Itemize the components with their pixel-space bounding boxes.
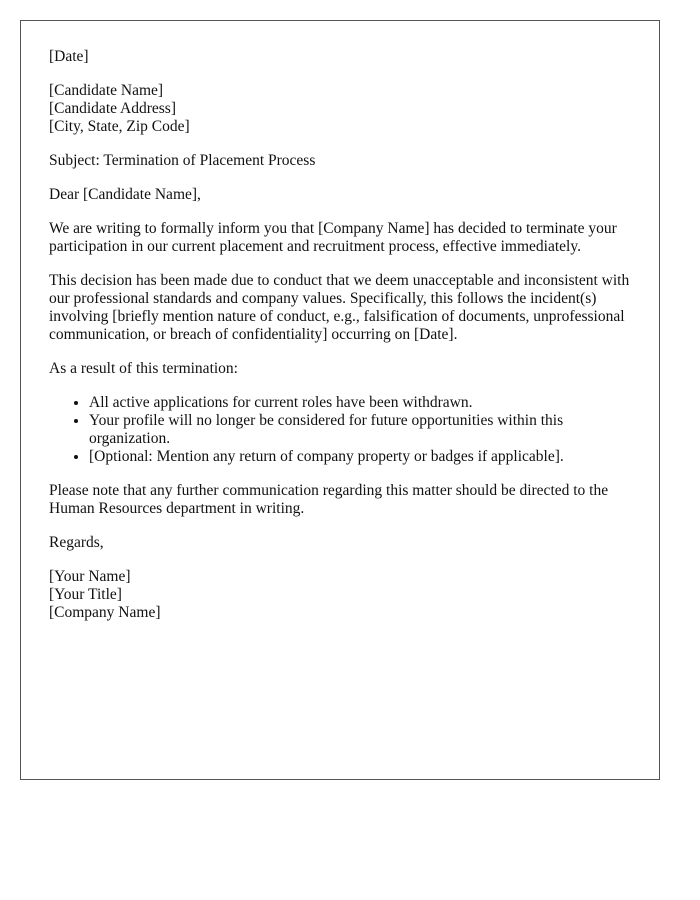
letter-closing: Regards, [49, 534, 104, 551]
body-paragraph-2: This decision has been made due to conduct that we deem unacceptable and inconsistent with our professional standards and company values. Specifically, this follows the incident(s) involving [briefly mention nature of conduct, e.g., falsification of documents, unprofessional communication, or breach of confidentiality] occurring on [Date]. [49, 272, 630, 343]
recipient-name: [Candidate Name] [49, 82, 164, 99]
list-item: • Your profile will no longer be considered for future opportunities within this organization. [89, 412, 631, 448]
list-item: • All active applications for current roles have been withdrawn. [89, 394, 631, 412]
recipient-address: [Candidate Address] [49, 100, 176, 117]
body-paragraph-3: As a result of this termination: [49, 360, 238, 377]
body-paragraph-1: We are writing to formally inform you that [Company Name] has decided to terminate your participation in our current placement and recruitment process, effective immediately. [49, 220, 617, 255]
signature-title: [Your Title] [49, 586, 122, 603]
signature-block [49, 568, 631, 622]
recipient-city-state-zip: [City, State, Zip Code] [49, 118, 190, 135]
letter-salutation: Dear [Candidate Name], [49, 186, 201, 203]
recipient-block [49, 82, 631, 136]
body-paragraph-4: Please note that any further communication regarding this matter should be directed to the Human Resources department in writing. [49, 482, 609, 517]
letter-subject: Subject: Termination of Placement Process [49, 152, 316, 169]
list-item: • [Optional: Mention any return of company property or badges if applicable]. [89, 448, 631, 466]
signature-company: [Company Name] [49, 604, 161, 621]
letter-date: [Date] [49, 48, 89, 65]
signature-name: [Your Name] [49, 568, 131, 585]
letter-page [20, 20, 660, 780]
consequence-list [49, 394, 631, 466]
